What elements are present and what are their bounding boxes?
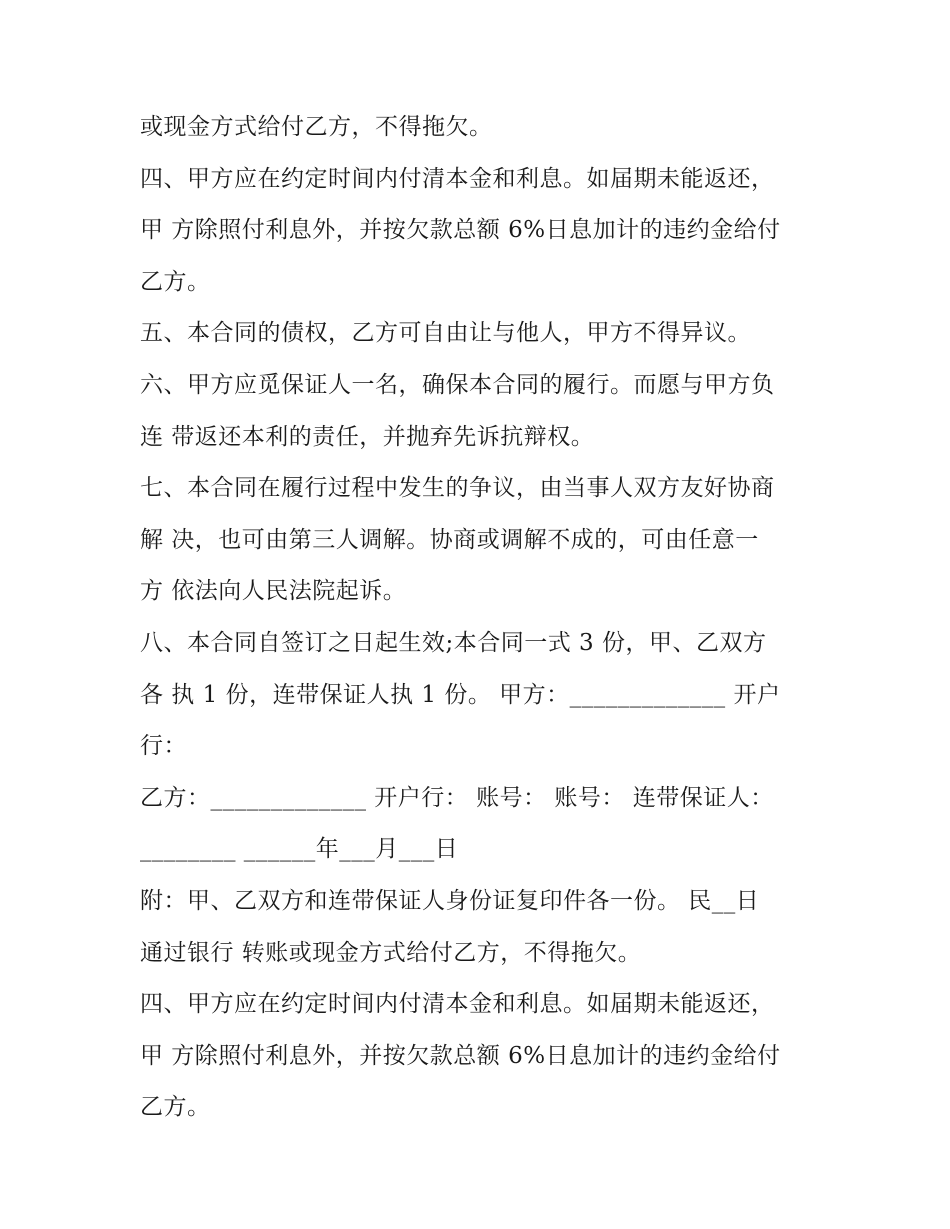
text-line: 乙方。 xyxy=(140,1094,211,1121)
text-line: 连 带返还本利的责任，并抛弃先诉抗辩权。 xyxy=(140,423,595,450)
text-line: 四、甲方应在约定时间内付清本金和利息。如届期未能返还， xyxy=(140,165,775,192)
text-line: 四、甲方应在约定时间内付清本金和利息。如届期未能返还， xyxy=(140,991,775,1018)
text-line: 解 决，也可由第三人调解。协商或调解不成的，可由任意一 xyxy=(140,526,759,553)
text-line: ________ ______年___月___日 xyxy=(140,836,459,863)
text-line: 七、本合同在履行过程中发生的争议，由当事人双方友好协商 xyxy=(140,475,775,502)
text-line: 甲 方除照付利息外，并按欠款总额 6%日息加计的违约金给付 xyxy=(140,217,781,244)
contract-text xyxy=(140,102,830,1134)
text-line: 乙方：_____________ 开户行： 账号： 账号： 连带保证人： xyxy=(140,784,774,811)
text-line: 五、本合同的债权，乙方可自由让与他人，甲方不得异议。 xyxy=(140,320,751,347)
text-line: 或现金方式给付乙方，不得拖欠。 xyxy=(140,114,493,140)
text-line: 方 依法向人民法院起诉。 xyxy=(140,578,407,605)
text-line: 通过银行 转账或现金方式给付乙方，不得拖欠。 xyxy=(140,939,642,966)
text-line: 各 执 1 份，连带保证人执 1 份。 甲方：_____________ 开户 xyxy=(140,681,781,708)
text-line: 甲 方除照付利息外，并按欠款总额 6%日息加计的违约金给付 xyxy=(140,1042,781,1069)
text-line: 行： xyxy=(140,733,187,760)
text-line: 六、甲方应觅保证人一名，确保本合同的履行。而愿与甲方负 xyxy=(140,371,775,398)
text-line: 附：甲、乙双方和连带保证人身份证复印件各一份。 民__日 xyxy=(140,887,760,914)
text-line: 八、本合同自签订之日起生效;本合同一式 3 份，甲、乙双方 xyxy=(140,629,767,656)
text-line: 乙方。 xyxy=(140,268,211,295)
